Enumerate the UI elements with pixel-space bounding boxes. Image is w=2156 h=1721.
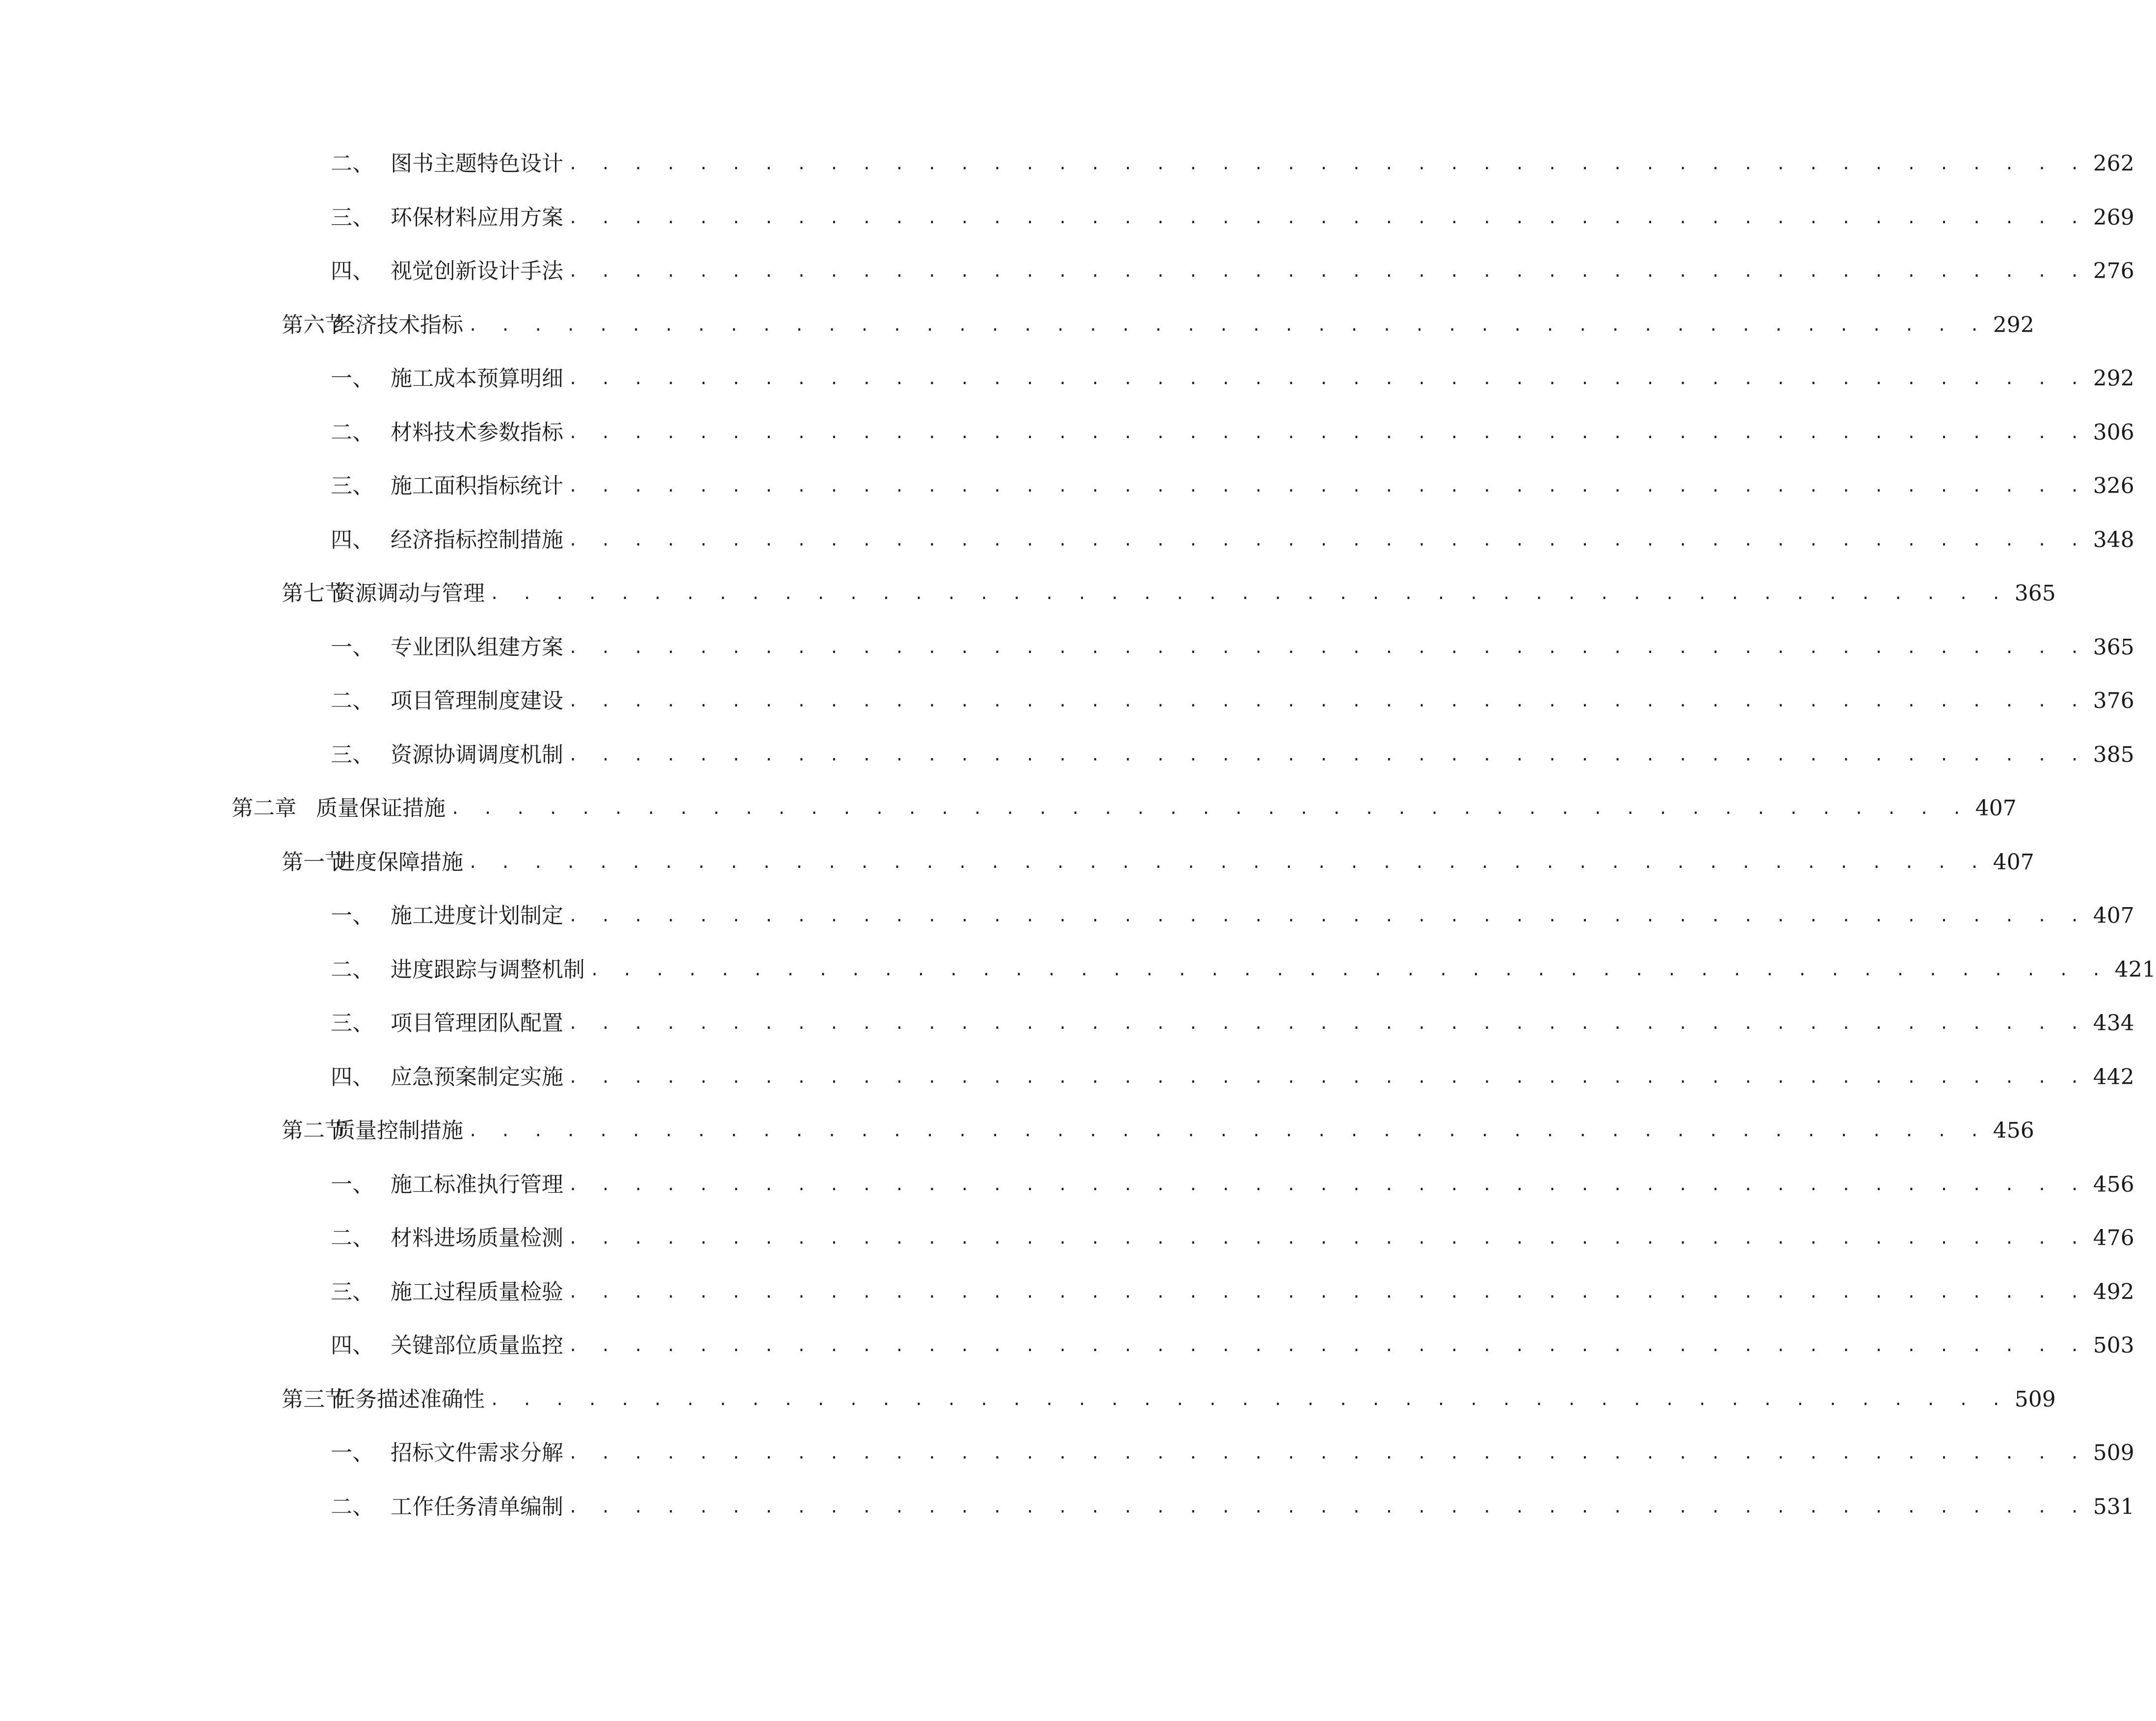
toc-entry-number: 二、: [331, 1494, 374, 1519]
toc-entry-title: 项目管理团队配置: [391, 1011, 563, 1036]
toc-entry-number: 二、: [331, 688, 374, 713]
toc-entry-page: 492: [2093, 1279, 2134, 1304]
toc-entry[interactable]: [331, 1058, 2134, 1097]
toc-entry[interactable]: [331, 1219, 2134, 1258]
toc-entry-number: 三、: [331, 1011, 374, 1036]
toc-entry-number: 一、: [331, 366, 374, 391]
toc-entry-title: 进度跟踪与调整机制: [391, 957, 585, 982]
toc-entry[interactable]: [331, 252, 2134, 291]
toc-entry[interactable]: [331, 1434, 2134, 1473]
toc-entry-page: 365: [2093, 635, 2134, 660]
dot-leader: . . . . . . . . . . . . . . . . . . . . . . . . . . . . . . . . . . . . . . . . . . . . . . .: [568, 369, 2086, 388]
toc-entry-title: 专业团队组建方案: [391, 635, 563, 660]
toc-entry-number: 三、: [331, 1279, 374, 1304]
toc-entry-number: 一、: [331, 1440, 374, 1465]
toc-entry-number: 二、: [331, 420, 374, 445]
toc-entry-title: 施工标准执行管理: [391, 1172, 563, 1197]
toc-entry-page: 407: [1975, 796, 2017, 821]
toc-entry[interactable]: [331, 413, 2134, 452]
dot-leader: . . . . . . . . . . . . . . . . . . . . . . . . . . . . . . . . . . . . . . . . . . . . . . .: [568, 1014, 2086, 1033]
dot-leader: . . . . . . . . . . . . . . . . . . . . . . . . . . . . . . . . . . . . . . . . . . . . . . .: [590, 961, 2108, 979]
toc-entry-title: 环保材料应用方案: [391, 205, 563, 230]
toc-entry-title: 施工进度计划制定: [391, 903, 563, 928]
dot-leader: . . . . . . . . . . . . . . . . . . . . . . . . . . . . . . . . . . . . . . . . . . . . . . .: [568, 692, 2086, 710]
dot-leader: . . . . . . . . . . . . . . . . . . . . . . . . . . . . . . . . . . . . . . . . . . . . . . .: [568, 262, 2086, 281]
toc-entry-title: 质量保证措施: [316, 796, 446, 821]
toc-entry-title: 关键部位质量监控: [391, 1333, 563, 1358]
toc-entry-number: 第三节: [282, 1387, 346, 1412]
toc-entry-title: 工作任务清单编制: [391, 1494, 563, 1519]
toc-entry[interactable]: [331, 1004, 2134, 1043]
toc-entry-page: 476: [2093, 1226, 2134, 1251]
toc-entry-number: 第六节: [282, 313, 346, 338]
toc-entry[interactable]: [331, 521, 2134, 560]
toc-entry-title: 经济指标控制措施: [391, 527, 563, 552]
toc-entry-number: 二、: [331, 957, 374, 982]
toc-entry-page: 434: [2093, 1011, 2134, 1036]
toc-entry-title: 施工过程质量检验: [391, 1279, 563, 1304]
toc-entry-page: 509: [2014, 1387, 2056, 1412]
toc-entry-title: 材料技术参数指标: [391, 420, 563, 445]
dot-leader: . . . . . . . . . . . . . . . . . . . . . . . . . . . . . . . . . . . . . . . . . . . . . . .: [568, 477, 2086, 495]
toc-entry-number: 第二章: [232, 796, 296, 821]
toc-entry-page: 531: [2093, 1494, 2134, 1519]
toc-entry[interactable]: [232, 789, 2017, 828]
dot-leader: . . . . . . . . . . . . . . . . . . . . . . . . . . . . . . . . . . . . . . . . . . . . . . .: [568, 638, 2086, 657]
toc-entry-page: 503: [2093, 1333, 2134, 1358]
toc-entry[interactable]: [331, 628, 2134, 667]
toc-entry-number: 二、: [331, 1226, 374, 1251]
toc-entry[interactable]: [331, 1273, 2134, 1312]
toc-entry-number: 四、: [331, 1333, 374, 1358]
toc-entry[interactable]: [331, 1326, 2134, 1365]
toc-entry-number: 第二节: [282, 1118, 346, 1143]
toc-entry-number: 第七节: [282, 581, 346, 606]
dot-leader: . . . . . . . . . . . . . . . . . . . . . . . . . . . . . . . . . . . . . . . . . . . . . . .: [568, 1229, 2086, 1248]
toc-entry-page: 385: [2093, 742, 2134, 767]
toc-entry[interactable]: [331, 198, 2134, 237]
toc-entry-number: 一、: [331, 1172, 374, 1197]
toc-entry-page: 365: [2014, 581, 2056, 606]
toc-entry-title: 项目管理制度建设: [391, 688, 563, 713]
toc-entry-title: 招标文件需求分解: [391, 1440, 563, 1465]
toc-entry[interactable]: [282, 306, 2034, 345]
dot-leader: . . . . . . . . . . . . . . . . . . . . . . . . . . . . . . . . . . . . . . . . . . . . . . .: [568, 1336, 2086, 1355]
dot-leader: . . . . . . . . . . . . . . . . . . . . . . . . . . . . . . . . . . . . . . . . . . . . . . .: [568, 209, 2086, 227]
dot-leader: . . . . . . . . . . . . . . . . . . . . . . . . . . . . . . . . . . . . . . . . . . . . . . .: [568, 531, 2086, 549]
toc-entry[interactable]: [331, 359, 2134, 398]
dot-leader: . . . . . . . . . . . . . . . . . . . . . . . . . . . . . . . . . . . . . . . . . . . . . . .: [568, 155, 2086, 173]
dot-leader: . . . . . . . . . . . . . . . . . . . . . . . . . . . . . . . . . . . . . . . . . . . . . . .: [568, 746, 2086, 764]
dot-leader: . . . . . . . . . . . . . . . . . . . . . . . . . . . . . . . . . . . . . . . . . . . . . . .: [490, 584, 2008, 603]
dot-leader: . . . . . . . . . . . . . . . . . . . . . . . . . . . . . . . . . . . . . . . . . . . . . . .: [568, 1068, 2086, 1087]
dot-leader: . . . . . . . . . . . . . . . . . . . . . . . . . . . . . . . . . . . . . . . . . . . . . . .: [568, 1283, 2086, 1302]
toc-entry-number: 三、: [331, 473, 374, 498]
toc-entry-page: 326: [2093, 473, 2134, 498]
toc-entry[interactable]: [331, 1165, 2134, 1204]
toc-entry-page: 269: [2093, 205, 2134, 230]
toc-entry-page: 509: [2093, 1440, 2134, 1465]
toc-entry-page: 306: [2093, 420, 2134, 445]
toc-entry[interactable]: [282, 843, 2034, 882]
dot-leader: . . . . . . . . . . . . . . . . . . . . . . . . . . . . . . . . . . . . . . . . . . . . . . .: [568, 907, 2086, 925]
dot-leader: . . . . . . . . . . . . . . . . . . . . . . . . . . . . . . . . . . . . . . . . . . . . . . .: [568, 1444, 2086, 1462]
toc-entry-page: 442: [2093, 1065, 2134, 1090]
toc-entry-number: 一、: [331, 903, 374, 928]
toc-entry-title: 施工成本预算明细: [391, 366, 563, 391]
toc-entry[interactable]: [282, 574, 2056, 613]
toc-entry-number: 二、: [331, 151, 374, 176]
toc-entry-number: 四、: [331, 1065, 374, 1090]
toc-entry-title: 图书主题特色设计: [391, 151, 563, 176]
toc-entry-title: 视觉创新设计手法: [391, 259, 563, 284]
dot-leader: . . . . . . . . . . . . . . . . . . . . . . . . . . . . . . . . . . . . . . . . . . . . . . .: [468, 853, 1986, 872]
toc-entry-page: 292: [2093, 366, 2134, 391]
toc-entry-title: 资源调动与管理: [334, 581, 485, 606]
toc-entry-title: 经济技术指标: [334, 313, 463, 338]
dot-leader: . . . . . . . . . . . . . . . . . . . . . . . . . . . . . . . . . . . . . . . . . . . . . . .: [468, 316, 1986, 335]
toc-entry-page: 421: [2114, 957, 2156, 982]
toc-entry[interactable]: [331, 950, 2156, 990]
toc-entry-number: 一、: [331, 635, 374, 660]
dot-leader: . . . . . . . . . . . . . . . . . . . . . . . . . . . . . . . . . . . . . . . . . . . . . . .: [468, 1121, 1986, 1140]
toc-entry-page: 292: [1993, 313, 2034, 338]
dot-leader: . . . . . . . . . . . . . . . . . . . . . . . . . . . . . . . . . . . . . . . . . . . . . . .: [568, 1175, 2086, 1194]
toc-entry[interactable]: [282, 1380, 2056, 1419]
toc-entry-page: 456: [1993, 1118, 2034, 1143]
toc-entry-title: 应急预案制定实施: [391, 1065, 563, 1090]
toc-entry-number: 四、: [331, 527, 374, 552]
toc-entry-page: 407: [2093, 903, 2134, 928]
dot-leader: . . . . . . . . . . . . . . . . . . . . . . . . . . . . . . . . . . . . . . . . . . . . . . .: [490, 1390, 2008, 1409]
toc-entry-title: 材料进场质量检测: [391, 1226, 563, 1251]
toc-entry[interactable]: [331, 1487, 2134, 1527]
toc-entry-page: 376: [2093, 688, 2134, 713]
toc-entry-page: 276: [2093, 259, 2134, 284]
toc-entry[interactable]: [331, 735, 2134, 775]
dot-leader: . . . . . . . . . . . . . . . . . . . . . . . . . . . . . . . . . . . . . . . . . . . . . . .: [568, 423, 2086, 442]
toc-entry-page: 456: [2093, 1172, 2134, 1197]
toc-entry[interactable]: [331, 896, 2134, 936]
dot-leader: . . . . . . . . . . . . . . . . . . . . . . . . . . . . . . . . . . . . . . . . . . . . . . .: [450, 799, 1969, 818]
toc-entry-number: 三、: [331, 742, 374, 767]
toc-entry-number: 三、: [331, 205, 374, 230]
dot-leader: . . . . . . . . . . . . . . . . . . . . . . . . . . . . . . . . . . . . . . . . . . . . . . .: [568, 1498, 2086, 1516]
toc-entry-page: 262: [2093, 151, 2134, 176]
toc-entry-title: 进度保障措施: [334, 850, 463, 875]
toc-entry-title: 任务描述准确性: [334, 1387, 485, 1412]
toc-entry-title: 资源协调调度机制: [391, 742, 563, 767]
toc-entry[interactable]: [331, 144, 2134, 183]
toc-entry-title: 施工面积指标统计: [391, 473, 563, 498]
toc-entry[interactable]: [282, 1111, 2034, 1150]
toc-entry-number: 第一节: [282, 850, 346, 875]
toc-entry-title: 质量控制措施: [334, 1118, 463, 1143]
toc-entry[interactable]: [331, 467, 2134, 506]
toc-entry-page: 407: [1993, 850, 2034, 875]
toc-entry[interactable]: [331, 681, 2134, 721]
toc-entry-number: 四、: [331, 259, 374, 284]
toc-entry-page: 348: [2093, 527, 2134, 552]
